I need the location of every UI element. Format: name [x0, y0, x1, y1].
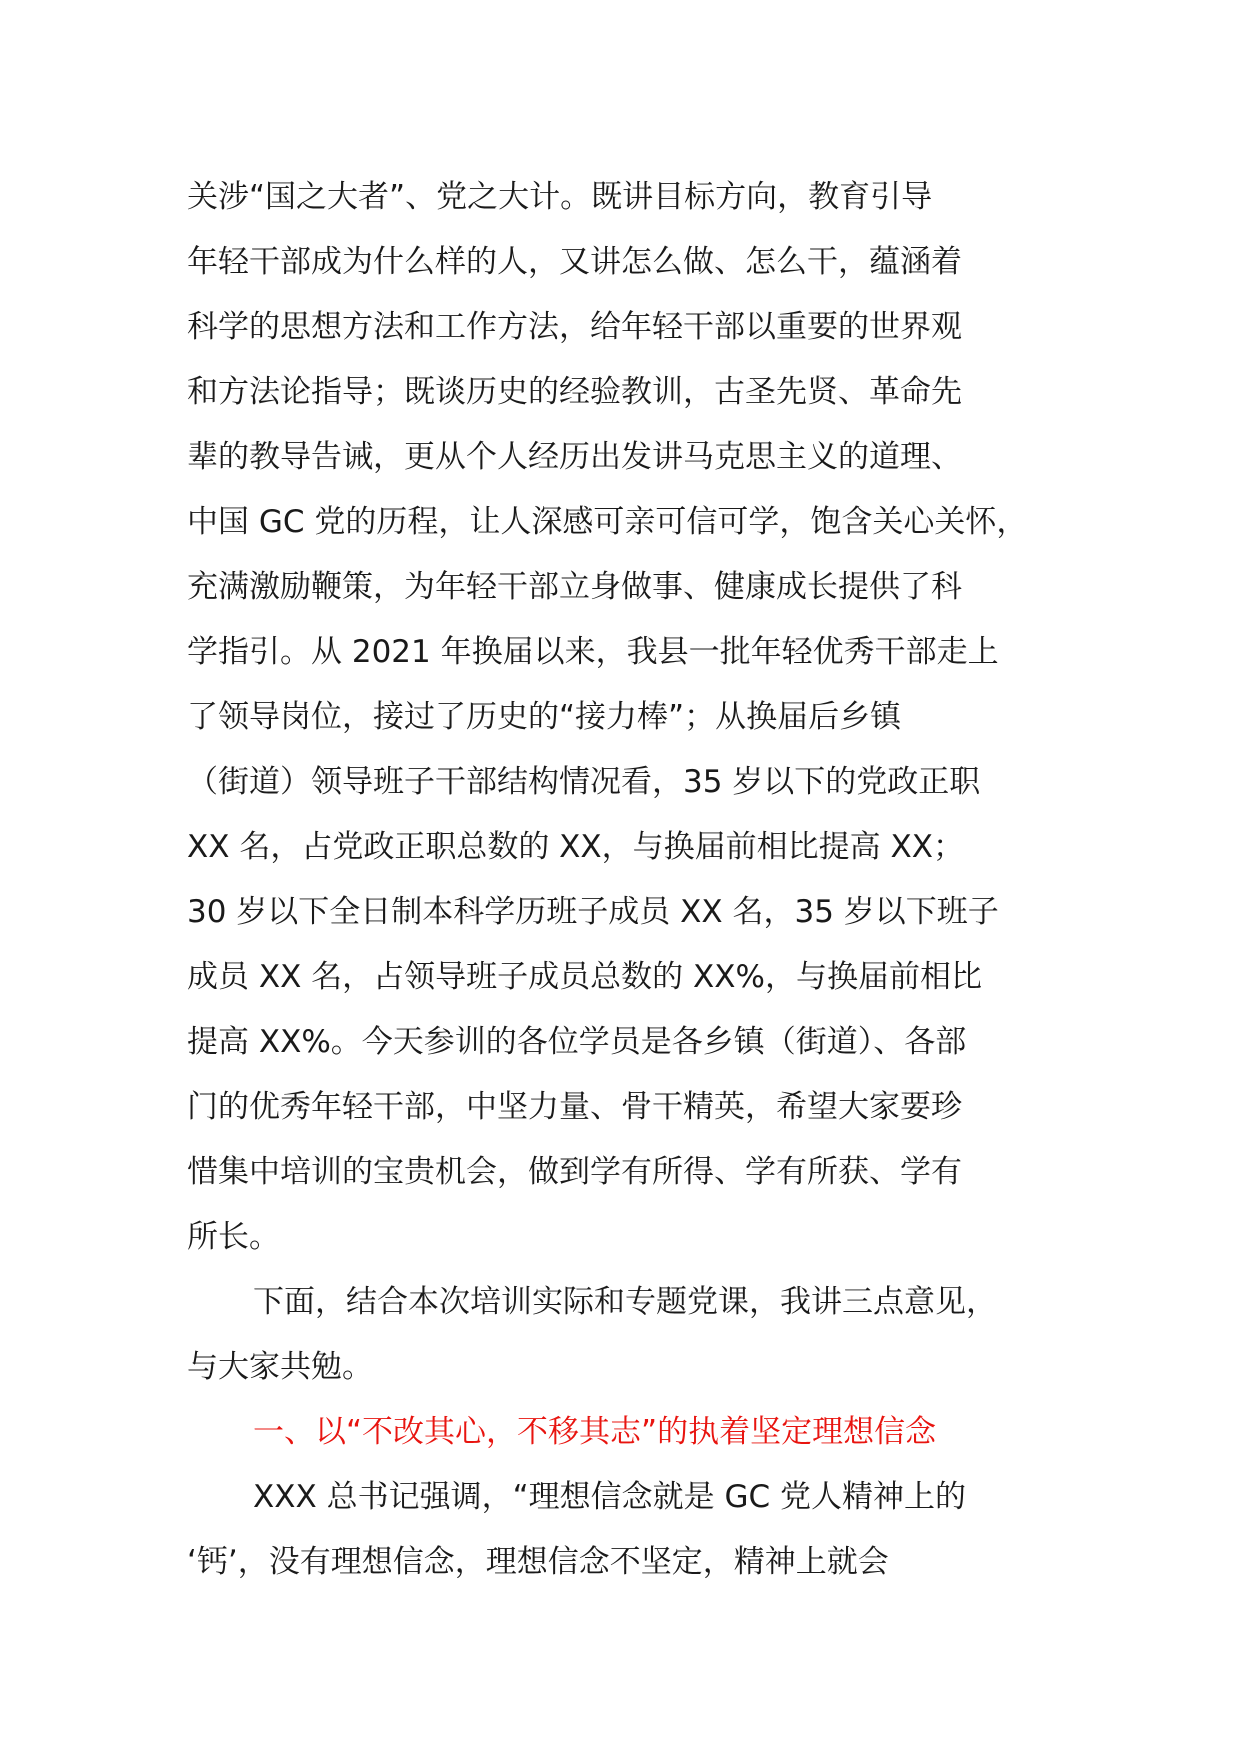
text-line: 和方法论指导；既谈历史的经验教训，古圣先贤、革命先 [187, 374, 962, 410]
text-line: XXX 总书记强调，“理想信念就是 GC 党人精神上的 [253, 1479, 966, 1515]
text-line: 年轻干部成为什么样的人，又讲怎么做、怎么干，蕴涵着 [187, 244, 962, 280]
document-body [187, 165, 1087, 1595]
text-line: 学指引。从 2021 年换届以来，我县一批年轻优秀干部走上 [187, 634, 999, 670]
text-line: 中国 GC 党的历程，让人深感可亲可信可学，饱含关心关怀， [187, 504, 1028, 540]
text-line: 科学的思想方法和工作方法，给年轻干部以重要的世界观 [187, 309, 962, 345]
text-line: （街道）领导班子干部结构情况看，35 岁以下的党政正职 [187, 764, 981, 800]
text-line: 提高 XX%。今天参训的各位学员是各乡镇（街道）、各部 [187, 1024, 967, 1060]
section-heading-1 [187, 1400, 1087, 1465]
paragraph-1 [187, 165, 1087, 1270]
paragraph-2 [187, 1270, 1087, 1400]
paragraph-3 [187, 1465, 1087, 1595]
text-line: 辈的教导告诫，更从个人经历出发讲马克思主义的道理、 [187, 439, 962, 475]
text-line: 成员 XX 名，占领导班子成员总数的 XX%，与换届前相比 [187, 959, 982, 995]
text-line: 门的优秀年轻干部，中坚力量、骨干精英，希望大家要珍 [187, 1089, 962, 1125]
text-line: 30 岁以下全日制本科学历班子成员 XX 名，35 岁以下班子 [187, 894, 999, 930]
text-line: 下面，结合本次培训实际和专题党课，我讲三点意见， [253, 1284, 997, 1320]
heading-text: 一、以“不改其心，不移其志”的执着坚定理想信念 [253, 1414, 937, 1450]
text-line: 与大家共勉。 [187, 1349, 373, 1385]
text-line: XX 名，占党政正职总数的 XX，与换届前相比提高 XX； [187, 829, 964, 865]
text-line: 所长。 [187, 1219, 280, 1255]
text-line: 惜集中培训的宝贵机会，做到学有所得、学有所获、学有 [187, 1154, 962, 1190]
text-line: ‘钙’，没有理想信念，理想信念不坚定，精神上就会 [187, 1544, 889, 1580]
text-line: 充满激励鞭策，为年轻干部立身做事、健康成长提供了科 [187, 569, 962, 605]
text-line: 了领导岗位，接过了历史的“接力棒”；从换届后乡镇 [187, 699, 902, 735]
text-line: 关涉“国之大者”、党之大计。既讲目标方向，教育引导 [187, 179, 933, 215]
